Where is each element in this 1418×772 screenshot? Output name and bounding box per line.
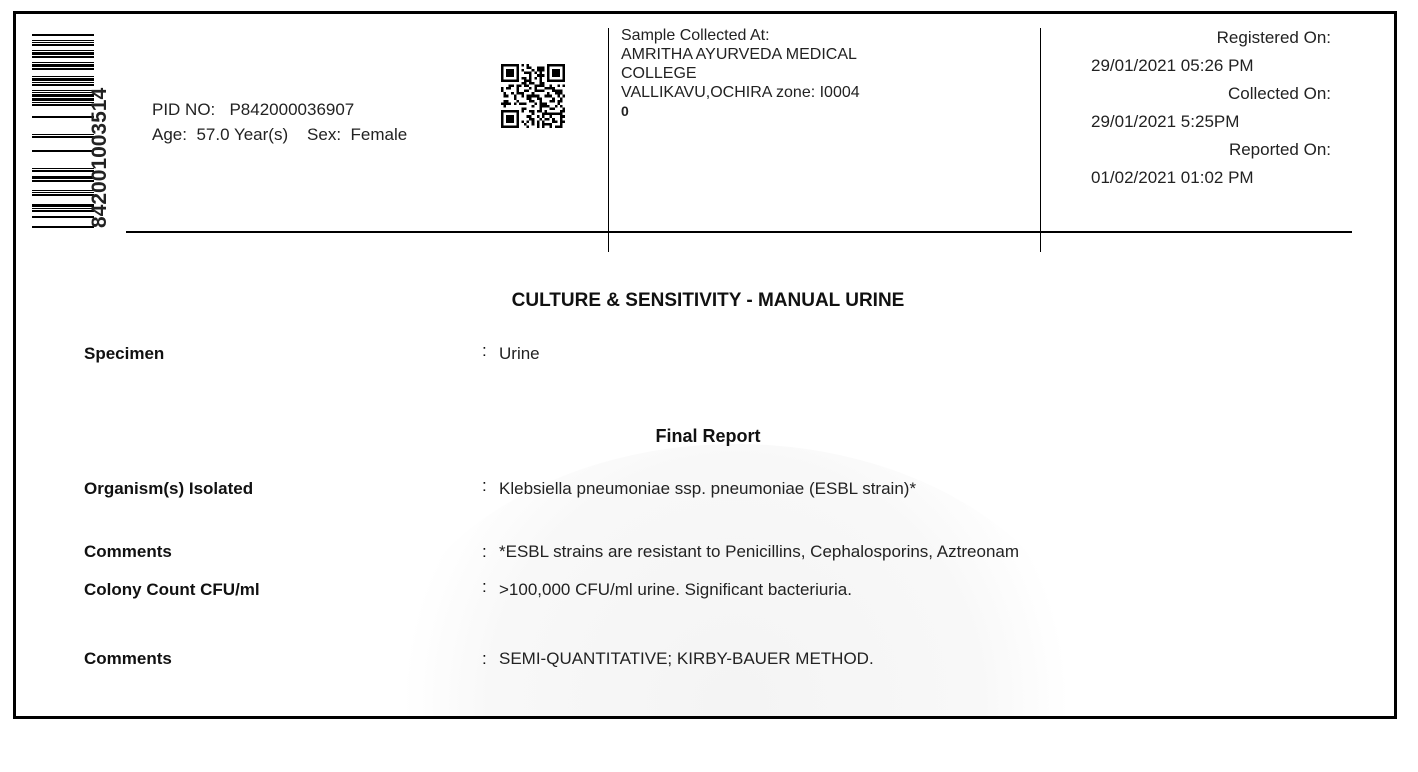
collected-at-extra: 0 bbox=[621, 103, 629, 119]
report-title: CULTURE & SENSITIVITY - MANUAL URINE bbox=[511, 290, 905, 311]
collected-at-label: Sample Collected At: bbox=[621, 27, 770, 44]
specimen-label: Specimen bbox=[84, 344, 165, 363]
specimen-colon: : bbox=[482, 341, 487, 360]
barcode-image bbox=[32, 34, 94, 244]
qr-code-image bbox=[501, 64, 565, 128]
age-value: 57.0 Year(s) bbox=[196, 125, 289, 144]
row-colon: : bbox=[482, 577, 487, 596]
collected-at-block bbox=[621, 26, 860, 121]
collected-at-line-3: VALLIKAVU,OCHIRA zone: I0004 bbox=[621, 84, 860, 101]
row-colon: : bbox=[482, 476, 487, 495]
specimen-value: Urine bbox=[499, 344, 540, 363]
barcode-number: 842001003514 bbox=[88, 87, 111, 228]
age-sex-line bbox=[152, 125, 407, 145]
collected-value: 29/01/2021 5:25PM bbox=[1091, 112, 1240, 131]
registered-value: 29/01/2021 05:26 PM bbox=[1091, 56, 1254, 75]
row-label: Organism(s) Isolated bbox=[84, 479, 254, 498]
reported-value: 01/02/2021 01:02 PM bbox=[1091, 168, 1254, 187]
row-colon: : bbox=[482, 542, 487, 561]
column-divider-2 bbox=[1040, 28, 1041, 252]
age-label: Age: bbox=[152, 125, 187, 144]
registered-label: Registered On: bbox=[1216, 28, 1331, 47]
section-title: Final Report bbox=[655, 426, 761, 446]
row-label: Comments bbox=[84, 542, 172, 561]
collected-at-line-1: AMRITHA AYURVEDA MEDICAL bbox=[621, 46, 857, 63]
sex-label: Sex: bbox=[307, 125, 342, 144]
pid-value: P842000036907 bbox=[229, 100, 355, 119]
row-value: Klebsiella pneumoniae ssp. pneumoniae (ESBL strain)* bbox=[499, 479, 917, 498]
pid-line bbox=[152, 100, 354, 120]
row-value: SEMI-QUANTITATIVE; KIRBY-BAUER METHOD. bbox=[499, 649, 874, 668]
row-label: Colony Count CFU/ml bbox=[84, 580, 260, 599]
row-colon: : bbox=[482, 649, 487, 668]
collected-at-line-2: COLLEGE bbox=[621, 65, 697, 82]
row-value: *ESBL strains are resistant to Penicillins, Cephalosporins, Aztreonam bbox=[499, 542, 1020, 561]
reported-label: Reported On: bbox=[1228, 140, 1331, 159]
row-value: >100,000 CFU/ml urine. Significant bacteriuria. bbox=[499, 580, 852, 599]
sex-value: Female bbox=[350, 125, 408, 144]
header-rule bbox=[126, 231, 1352, 233]
pid-label: PID NO: bbox=[152, 100, 216, 119]
row-label: Comments bbox=[84, 649, 172, 668]
column-divider-1 bbox=[608, 28, 609, 252]
report-frame bbox=[13, 11, 1397, 719]
dates-block bbox=[1091, 24, 1331, 192]
collected-label: Collected On: bbox=[1228, 84, 1331, 103]
